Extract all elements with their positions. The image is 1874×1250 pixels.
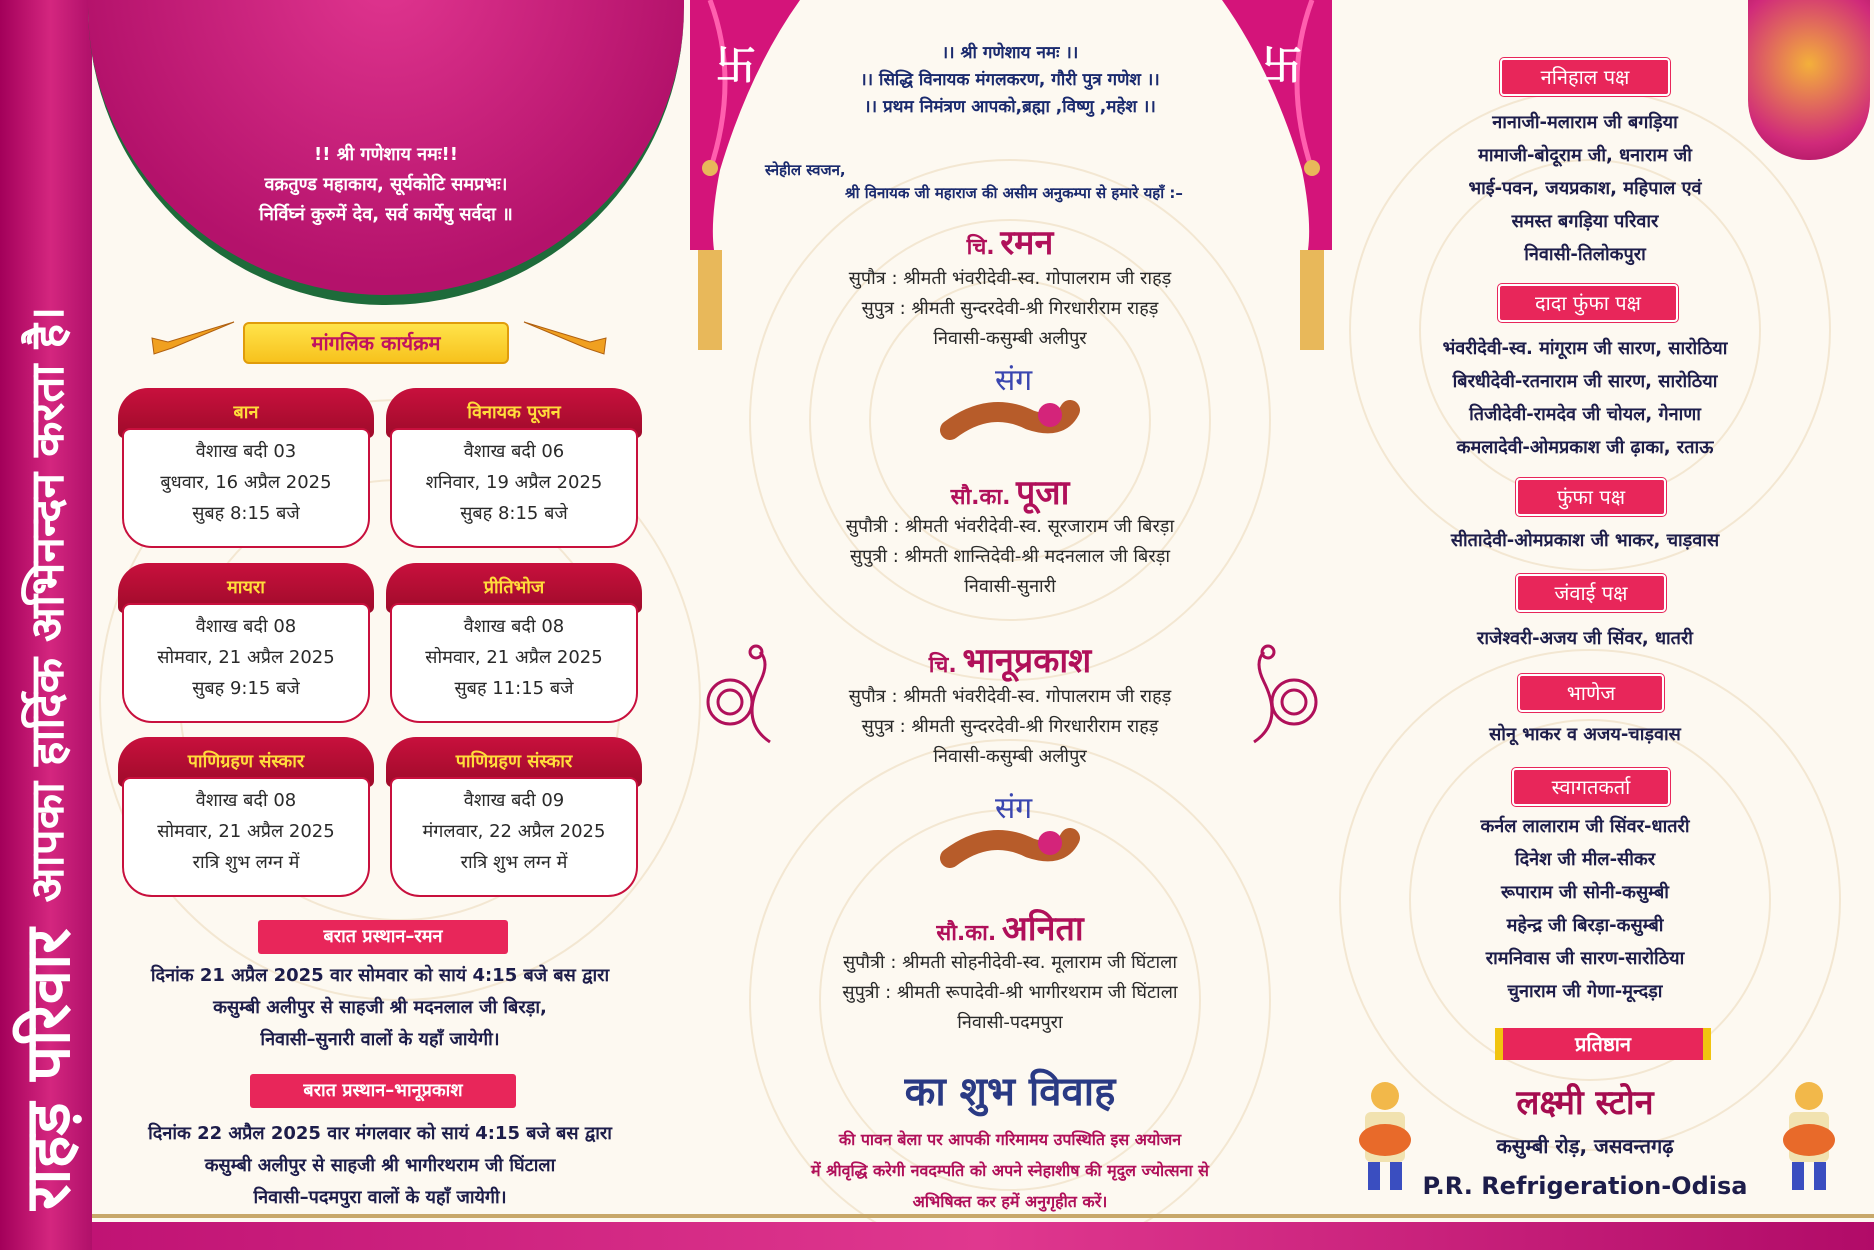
relation-line: सुपौत्री : श्रीमती भंवरीदेवी-स्व. सूरजाराम जी बिरड़ा <box>845 516 1175 537</box>
swagat-list <box>1350 810 1820 1008</box>
groom-name-1 <box>690 218 1330 264</box>
nanihal-list <box>1350 106 1820 271</box>
barat-line: दिनांक 21 अप्रैल 2025 वार सोमवार को सायं 4:15 बजे बस द्वारा <box>150 965 610 986</box>
nanihal-title: ननिहाल पक्ष <box>1500 58 1670 96</box>
event-tithi: वैशाख बदी 08 <box>463 616 565 637</box>
event-card-baan <box>118 388 374 552</box>
jawai-title: जंवाई पक्ष <box>1516 574 1666 612</box>
event-card-vinayak-pujan <box>386 388 642 552</box>
place-line: निवासी-कसुम्बी अलीपुर <box>933 746 1087 767</box>
jawai-list <box>1350 622 1820 655</box>
shop-name: लक्ष्मी स्टोन <box>1516 1083 1654 1123</box>
shehnai-right-icon <box>520 318 610 358</box>
groom-prefix: चि. <box>966 235 995 260</box>
bottom-gold-line <box>92 1214 1874 1218</box>
bride-prefix: सौ.का. <box>936 921 997 946</box>
groom-prefix: चि. <box>928 653 957 678</box>
relation-line: सुपौत्र : श्रीमती भंवरीदेवी-स्व. गोपालराम जी राहड़ <box>848 686 1172 707</box>
invocation-block <box>690 40 1330 121</box>
bhanej-list <box>1350 718 1820 751</box>
strip-text <box>8 30 84 1210</box>
dada-fufa-list <box>1350 332 1820 464</box>
sang-label: संग <box>995 363 1033 398</box>
program-title: मांगलिक कार्यक्रम <box>243 322 509 364</box>
event-card-pritibhoj <box>386 563 642 727</box>
event-time: रात्रि शुभ लग्न में <box>460 852 568 873</box>
barat-title-raman: बरात प्रस्थान–रमन <box>258 920 508 954</box>
barat-line: कसुम्बी अलीपुर से साहजी श्री भागीरथराम जी घिंटाला <box>204 1155 556 1176</box>
bride-relations-2 <box>690 948 1330 1038</box>
relative-line: राजेश्वरी-अजय जी सिंवर, धातरी <box>1477 628 1693 649</box>
barat-details-raman <box>100 960 660 1056</box>
event-time: रात्रि शुभ लग्न में <box>192 852 300 873</box>
shubh-vivah-heading: का शुभ विवाह <box>904 1069 1116 1115</box>
drummer-right-icon <box>1764 1074 1854 1194</box>
shloka-block <box>88 140 684 230</box>
swastik-left-icon: 卐 <box>716 43 756 89</box>
bhanej-title: भाणेज <box>1518 674 1664 712</box>
barat-line: कसुम्बी अलीपुर से साहजी श्री मदनलाल जी बिरड़ा, <box>213 997 547 1018</box>
relative-line: दिनेश जी मील-सीकर <box>1514 849 1656 870</box>
relative-line: समस्त बगड़िया परिवार <box>1511 211 1659 232</box>
relative-line: तिजीदेवी-रामदेव जी चोयल, गेनाणा <box>1469 404 1701 425</box>
relative-line: महेन्द्र जी बिरड़ा-कसुम्बी <box>1506 915 1664 936</box>
event-details <box>390 777 638 897</box>
event-tithi: वैशाख बदी 06 <box>463 441 565 462</box>
barat-line: निवासी–पदमपुरा वालों के यहाँ जायेगी। <box>253 1187 507 1208</box>
bottom-magenta-bar <box>92 1222 1874 1250</box>
groom-name: रमन <box>1000 223 1054 263</box>
relation-line: सुपौत्र : श्रीमती भंवरीदेवी-स्व. गोपालराम जी राहड़ <box>848 268 1172 289</box>
relation-line: सुपौत्री : श्रीमती सोहनीदेवी-स्व. मूलाराम जी घिंटाला <box>843 952 1177 973</box>
shloka-line-2: वक्रतुण्ड महाकाय, सूर्यकोटि समप्रभः। <box>264 174 508 195</box>
event-date: सोमवार, 21 अप्रैल 2025 <box>425 647 603 668</box>
event-date: शनिवार, 19 अप्रैल 2025 <box>425 472 603 493</box>
barat-line: दिनांक 22 अप्रैल 2025 वार मंगलवार को सायं 4:15 बजे बस द्वारा <box>148 1123 612 1144</box>
relative-line: सीतादेवी-ओमप्रकाश जी भाकर, चाड़वास <box>1450 530 1720 551</box>
relation-line: सुपुत्र : श्रीमती सुन्दरदेवी-श्री गिरधारीराम राहड़ <box>861 716 1159 737</box>
relative-line: रूपाराम जी सोनी-कसुम्बी <box>1501 882 1669 903</box>
event-date: बुधवार, 16 अप्रैल 2025 <box>160 472 332 493</box>
relative-line: भाई-पवन, जयप्रकाश, महिपाल एवं <box>1468 178 1702 199</box>
shop-address: कसुम्बी रोड़, जसवन्तगढ़ <box>1496 1134 1674 1158</box>
event-details <box>390 603 638 723</box>
welcome-text: आपका हार्दिक अभिनन्दन करता है। <box>20 306 74 903</box>
event-name: विनायक पूजन <box>386 388 642 438</box>
bride-relations-1 <box>690 512 1330 602</box>
event-name: पाणिग्रहण संस्कार <box>386 737 642 787</box>
invocation-line-1: ।। श्री गणेशाय नमः ।। <box>941 43 1079 63</box>
event-tithi: वैशाख बदी 09 <box>463 790 565 811</box>
joined-hands-icon <box>940 788 1080 878</box>
left-side-strip <box>0 0 92 1250</box>
event-name: प्रीतिभोज <box>386 563 642 613</box>
bride-name-1 <box>690 468 1330 514</box>
blessing-line: की पावन बेला पर आपकी गरिमामय उपस्थिति इस अयोजन <box>838 1130 1182 1149</box>
relation-line: सुपुत्री : श्रीमती रूपादेवी-श्री भागीरथराम जी घिंटाला <box>842 982 1178 1003</box>
swastik-right-icon: 卐 <box>1262 43 1302 89</box>
company-name: P.R. Refrigeration-Odisa <box>1422 1172 1748 1200</box>
sang-label: संग <box>995 791 1033 826</box>
event-card-panigrahan-1 <box>118 737 374 901</box>
relative-line: नानाजी-मलाराम जी बगड़िया <box>1492 112 1678 133</box>
salutation: स्नेहील स्वजन, <box>765 161 846 179</box>
event-name: पाणिग्रहण संस्कार <box>118 737 374 787</box>
blessing-line: अभिषिक्त कर हमें अनुगृहीत करें। <box>912 1192 1108 1211</box>
joined-hands-icon <box>940 360 1080 450</box>
relative-line: कमलादेवी-ओमप्रकाश जी ढ़ाका, रताऊ <box>1456 437 1714 458</box>
groom-name-2 <box>690 636 1330 682</box>
event-details <box>390 428 638 548</box>
groom-name: भानूप्रकाश <box>962 641 1092 681</box>
bride-name-2 <box>690 904 1330 950</box>
event-date: मंगलवार, 22 अप्रैल 2025 <box>422 821 606 842</box>
fufa-list <box>1350 524 1820 557</box>
shloka-line-1: !! श्री गणेशाय नमः!! <box>314 144 458 165</box>
event-time: सुबह 9:15 बजे <box>192 678 300 699</box>
shehnai-left-icon <box>148 318 238 358</box>
blessing-text <box>740 1124 1280 1217</box>
relation-line: सुपुत्र : श्रीमती सुन्दरदेवी-श्री गिरधारीराम राहड़ <box>861 298 1159 319</box>
relative-line: भंवरीदेवी-स्व. मांगूराम जी सारण, सारोठिया <box>1442 338 1728 359</box>
pratishthan-title: प्रतिष्ठान <box>1495 1028 1711 1060</box>
event-name: मायरा <box>118 563 374 613</box>
family-name: राहड़ परिवार <box>11 928 84 1210</box>
place-line: निवासी-कसुम्बी अलीपुर <box>933 328 1087 349</box>
relative-line: रामनिवास जी सारण-सारोठिया <box>1485 948 1685 969</box>
place-line: निवासी-पदमपुरा <box>957 1012 1063 1033</box>
invocation-line-2: ।। सिद्धि विनायक मंगलकरण, गौरी पुत्र गणेश ।। <box>860 70 1160 90</box>
event-date: सोमवार, 21 अप्रैल 2025 <box>157 821 335 842</box>
swagat-title: स्वागतकर्ता <box>1512 768 1670 806</box>
blessing-line: में श्रीवृद्धि करेगी नवदम्पति को अपने स्नेहाशीष की मृदुल ज्योत्सना से <box>811 1161 1209 1180</box>
relation-line: सुपुत्री : श्रीमती शान्तिदेवी-श्री मदनलाल जी बिरड़ा <box>850 546 1170 567</box>
event-time: सुबह 11:15 बजे <box>454 678 574 699</box>
event-time: सुबह 8:15 बजे <box>460 503 568 524</box>
shloka-line-3: निर्विघ्नं कुरुमें देव, सर्व कार्येषु सर्वदा ॥ <box>259 204 513 225</box>
groom-relations-2 <box>690 682 1330 772</box>
event-details <box>122 603 370 723</box>
bride-prefix: सौ.का. <box>950 485 1011 510</box>
dada-fufa-title: दादा फुंफा पक्ष <box>1498 284 1678 322</box>
event-card-panigrahan-2 <box>386 737 642 901</box>
barat-line: निवासी–सुनारी वालों के यहाँ जायेगी। <box>260 1029 500 1050</box>
place-line: निवासी-सुनारी <box>964 576 1056 597</box>
groom-relations-1 <box>690 264 1330 354</box>
bride-name: अनिता <box>1001 909 1084 949</box>
barat-title-bhanuprakash: बरात प्रस्थान–भानूप्रकाश <box>250 1074 516 1108</box>
event-time: सुबह 8:15 बजे <box>192 503 300 524</box>
event-tithi: वैशाख बदी 08 <box>195 616 297 637</box>
barat-details-bhanuprakash <box>100 1118 660 1214</box>
event-tithi: वैशाख बदी 03 <box>195 441 297 462</box>
relative-line: मामाजी-बोदूराम जी, धनाराम जी <box>1478 145 1692 166</box>
relative-line: सोनू भाकर व अजय-चाड़वास <box>1489 724 1681 745</box>
relative-line: बिरधीदेवी-रतनाराम जी सारण, सारोठिया <box>1452 371 1718 392</box>
relative-line: निवासी-तिलोकपुरा <box>1524 244 1646 265</box>
relative-line: कर्नल लालाराम जी सिंवर-धातरी <box>1480 816 1690 837</box>
relative-line: चुनाराम जी गेणा-मून्दड़ा <box>1507 981 1663 1002</box>
event-card-mayra <box>118 563 374 727</box>
fufa-title: फुंफा पक्ष <box>1516 478 1666 516</box>
event-tithi: वैशाख बदी 08 <box>195 790 297 811</box>
intro-line: श्री विनायक जी महाराज की असीम अनुकम्पा से हमारे यहाँ :– <box>845 184 1183 202</box>
event-name: बान <box>118 388 374 438</box>
invocation-line-3: ।। प्रथम निमंत्रण आपको,ब्रह्मा ,विष्णु ,महेश ।। <box>864 97 1156 117</box>
event-details <box>122 428 370 548</box>
bride-name: पूजा <box>1016 473 1070 513</box>
event-date: सोमवार, 21 अप्रैल 2025 <box>157 647 335 668</box>
event-details <box>122 777 370 897</box>
